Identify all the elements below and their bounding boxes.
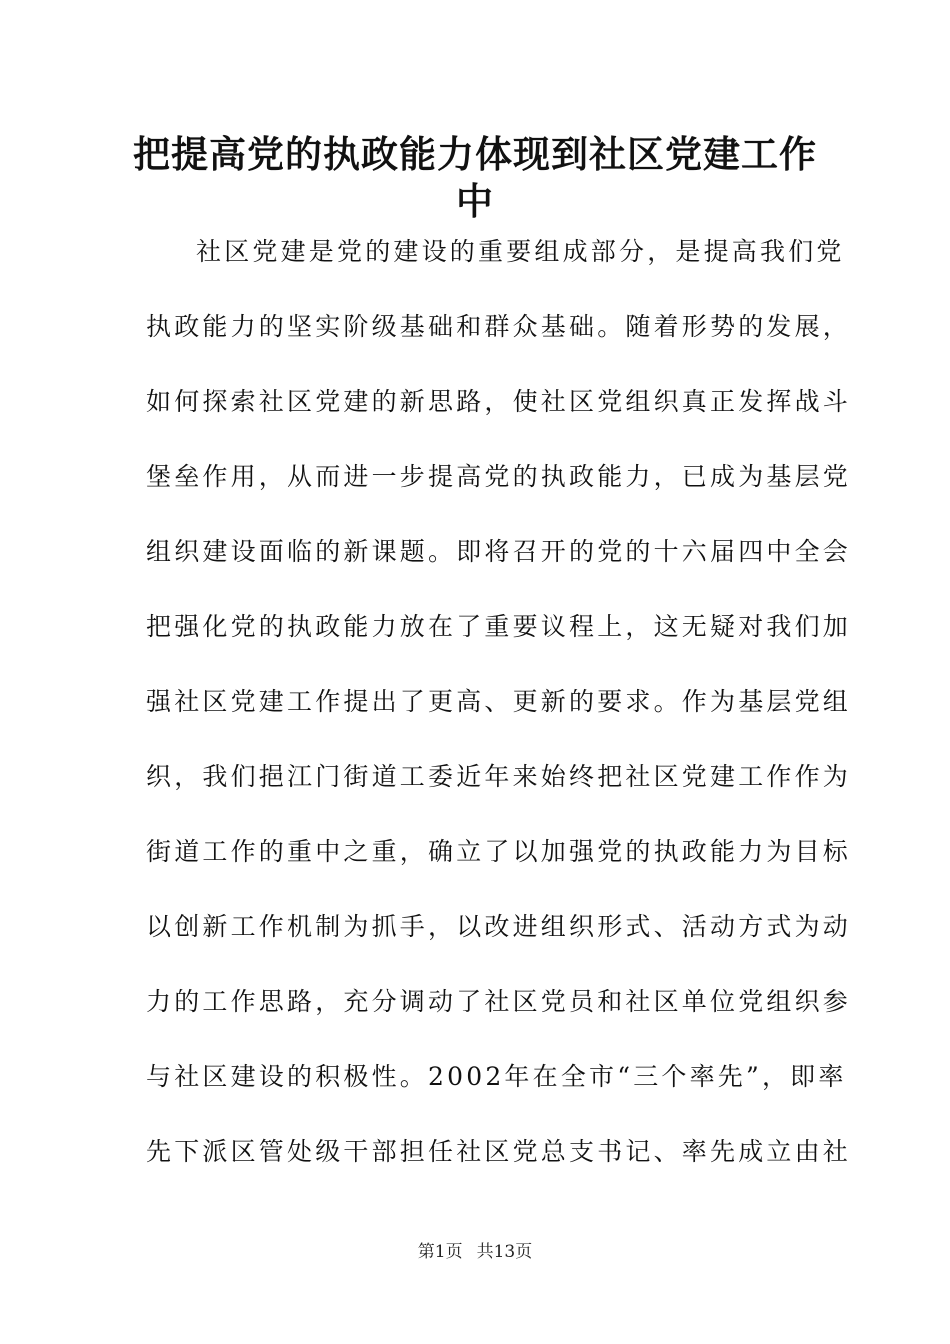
body-line-4: 堡垒作用，从而进一步提高党的执政能力，已成为基层党	[146, 462, 852, 491]
body-line-6: 把强化党的执政能力放在了重要议程上，这无疑对我们加	[146, 612, 852, 641]
document-title-line-1: 把提高党的执政能力体现到社区党建工作	[133, 132, 817, 176]
body-line-7: 强社区党建工作提出了更高、更新的要求。作为基层党组	[146, 687, 852, 716]
body-line-8: 织，我们挹江门街道工委近年来始终把社区党建工作作为	[146, 762, 852, 791]
body-line-12: 与社区建设的积极性。2002年在全市“三个率先”，即率	[146, 1062, 847, 1091]
body-line-1: 社区党建是党的建设的重要组成部分，是提高我们党	[196, 237, 845, 266]
page-total: 共13页	[476, 1242, 533, 1262]
body-line-13: 先下派区管处级干部担任社区党总支书记、率先成立由社	[146, 1137, 852, 1166]
body-line-5: 组织建设面临的新课题。即将召开的党的十六届四中全会	[146, 537, 852, 566]
body-line-11: 力的工作思路，充分调动了社区党员和社区单位党组织参	[146, 987, 852, 1016]
body-line-2: 执政能力的坚实阶级基础和群众基础。随着形势的发展，	[146, 312, 852, 341]
body-line-3: 如何探索社区党建的新思路，使社区党组织真正发挥战斗	[146, 387, 852, 416]
document-title-line-2: 中	[456, 179, 494, 223]
body-line-9: 街道工作的重中之重，确立了以加强党的执政能力为目标	[146, 837, 852, 866]
body-line-10: 以创新工作机制为抓手，以改进组织形式、活动方式为动	[146, 912, 852, 941]
page-number: 第1页	[417, 1242, 463, 1262]
page-footer	[0, 1240, 950, 1264]
